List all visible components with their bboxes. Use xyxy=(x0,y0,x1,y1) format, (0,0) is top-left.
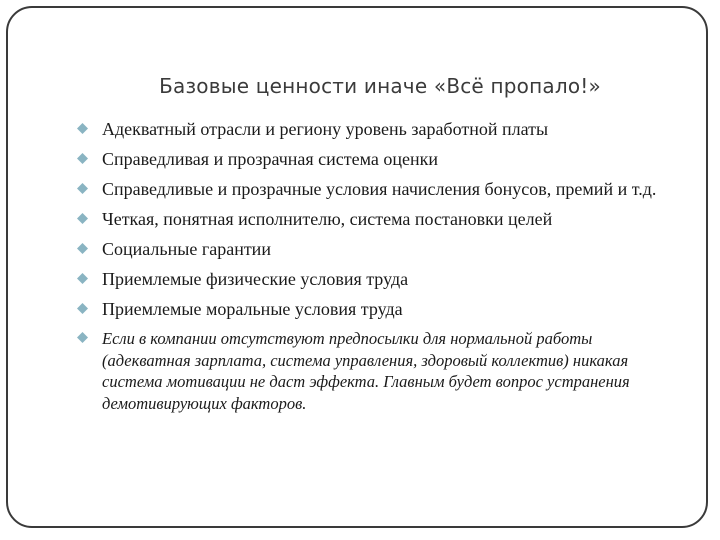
list-item xyxy=(0,298,720,321)
list-item-text: Адекватный отрасли и региону уровень заработной платы xyxy=(102,119,549,139)
list-item xyxy=(0,148,720,171)
bullet-list xyxy=(0,118,720,421)
list-item xyxy=(0,178,720,201)
list-item xyxy=(0,208,720,231)
bullet-icon xyxy=(77,183,88,194)
bullet-icon xyxy=(77,332,88,343)
list-item-text: Приемлемые физические условия труда xyxy=(102,269,409,289)
list-item-text: Справедливая и прозрачная система оценки xyxy=(102,149,439,169)
bullet-icon xyxy=(77,273,88,284)
list-item-text: Справедливые и прозрачные условия начисления бонусов, премий и т.д. xyxy=(102,179,657,199)
list-item-text: Социальные гарантии xyxy=(102,239,271,259)
note-text: Если в компании отсутствуют предпосылки для нормальной работы (адекватная зарплата, система управления, здоровый коллектив) никакая система мотивации не даст эффекта. Главным будет вопрос устранения демотивирующих факторов. xyxy=(102,329,630,413)
bullet-icon xyxy=(77,153,88,164)
bullet-icon xyxy=(77,123,88,134)
bullet-icon xyxy=(77,303,88,314)
slide-title: Базовые ценности иначе «Всё пропало!» xyxy=(159,74,601,98)
list-item-text: Приемлемые моральные условия труда xyxy=(102,299,403,319)
bullet-icon xyxy=(77,243,88,254)
list-item-text: Четкая, понятная исполнителю, система постановки целей xyxy=(102,209,553,229)
list-item xyxy=(0,268,720,291)
bullet-icon xyxy=(77,213,88,224)
list-item xyxy=(0,238,720,261)
note-item xyxy=(0,328,720,414)
list-item xyxy=(0,118,720,141)
